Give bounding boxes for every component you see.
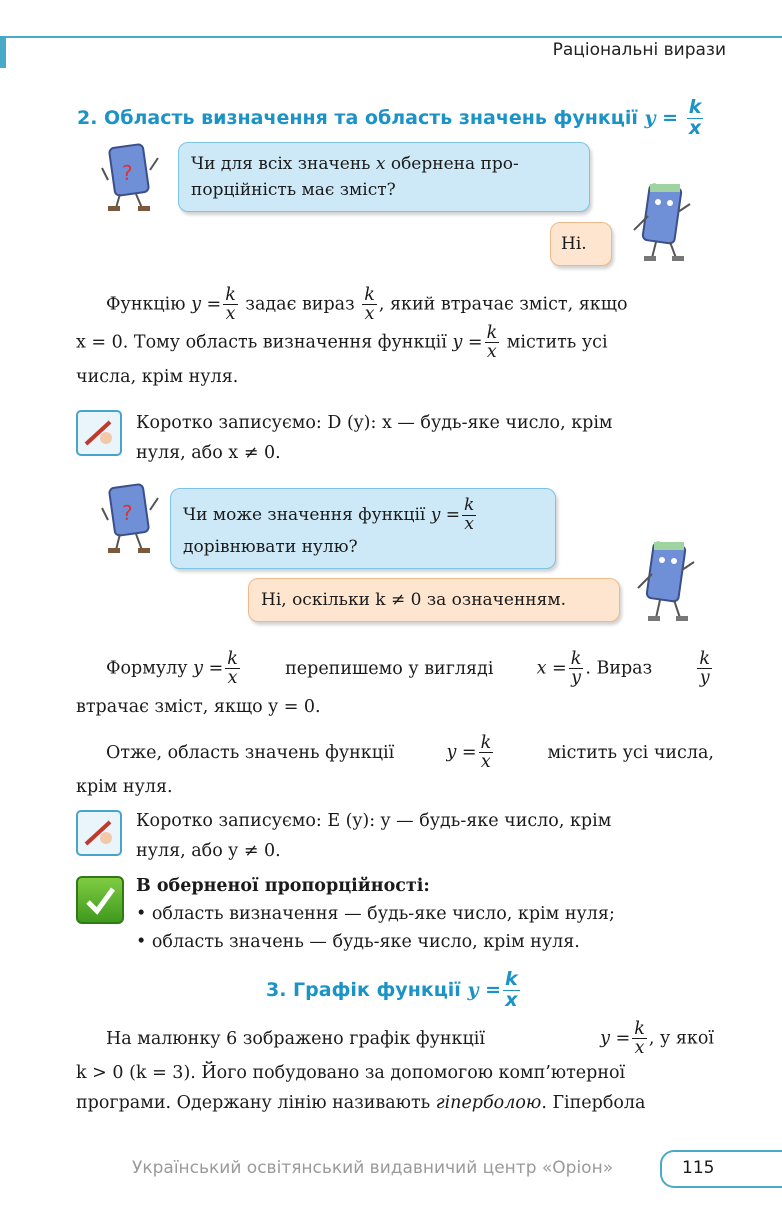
robot-answer-icon: [632, 182, 696, 264]
paragraph-graph: На малюнку 6 зображено графік функції y = $\frac{k}{x}$ , у якої k > 0 (k = 3). Його побудовано за допомогою комп’ютерної програми. Одержану лінію називають гіперболою. Гіпербола: [76, 1019, 714, 1113]
paragraph-rewrite: Формулу y = $\frac{k}{x}$ перепишемо у вигляді x = $\frac{k}{y}$ . Вираз $\frac{k}{y}$ втрачає зміст, якщо y = 0.: [76, 649, 710, 717]
robot-question-icon-2: [100, 480, 162, 554]
running-header: Раціональні вирази: [552, 40, 726, 60]
section-3-title: 3. Графік функції y = $\frac{k}{x}$: [266, 968, 518, 1011]
svg-text:?: ?: [122, 501, 133, 525]
summary-item: • область визначення — будь-яке число, крім нуля;: [136, 900, 726, 928]
pencil-note-icon: [76, 410, 122, 456]
page-number-box: [660, 1150, 782, 1188]
note-domain: Коротко записуємо: D (y): x — будь-яке число, крім нуля, або x ≠ 0.: [136, 413, 613, 463]
question-bubble-1: Чи для всіх значень x обернена про- порційність має зміст?: [178, 142, 590, 212]
summary-box: В оберненої пропорційності: • область визначення — будь-яке число, крім нуля; • область значень — будь-яке число, крім нуля.: [136, 872, 726, 956]
page-number: 115: [682, 1158, 715, 1178]
svg-text:?: ?: [122, 161, 133, 185]
question-bubble-2: Чи може значення функції y = $\frac{k}{x}$ дорівнювати нулю?: [170, 488, 556, 569]
robot-answer-icon-2: [636, 540, 700, 624]
answer-bubble-1: Ні.: [550, 222, 612, 266]
section-2-title: 2. Область визначення та область значень функції y = $\frac{k}{x}$: [77, 96, 702, 139]
summary-item: • область значень — будь-яке число, крім нуля.: [136, 928, 726, 956]
pencil-note-icon-2: [76, 810, 122, 856]
footer-publisher: Український освітянський видавничий центр «Оріон»: [132, 1158, 614, 1178]
paragraph-domain: Функцію y = $\frac{k}{x}$ задає вираз $\frac{k}{x}$ , який втрачає зміст, якщо x = 0. Тому область визначення функції y = $\frac{k}{x}$ містить усі числа, крім нуля.: [76, 285, 628, 387]
paragraph-range: Отже, область значень функції y = $\frac{k}{x}$ містить усі числа, крім нуля.: [76, 733, 714, 797]
answer-bubble-2: Ні, оскільки k ≠ 0 за означенням.: [248, 578, 620, 622]
note-range: Коротко записуємо: E (y): y — будь-яке число, крім нуля, або y ≠ 0.: [136, 811, 612, 861]
robot-question-icon: [100, 140, 162, 212]
checkmark-icon: [76, 876, 124, 924]
